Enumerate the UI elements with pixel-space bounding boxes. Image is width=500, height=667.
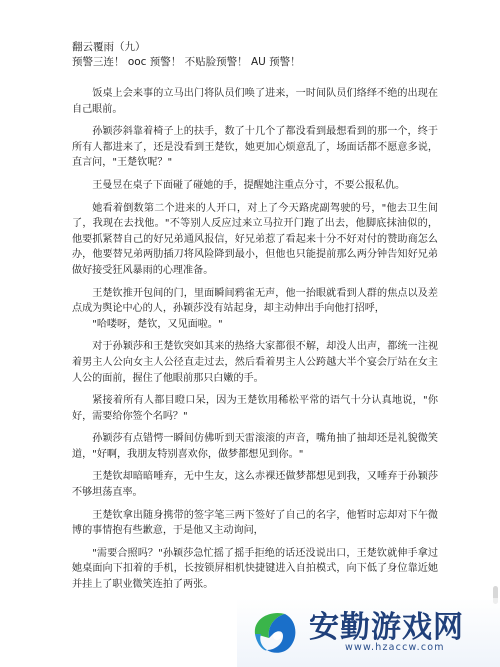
article-body xyxy=(72,40,438,600)
watermark-title: 安勤游戏网 xyxy=(309,610,464,645)
paragraph: 紧接着所有人都目瞪口呆，因为王楚钦用稀松平常的语气十分认真地说，"你好，需要给你签个名吗？" xyxy=(72,395,438,422)
warning-line: 预警三连！ ooc 预警！ 不贴脸预警！ AU 预警！ xyxy=(72,56,301,68)
paragraph: 王楚钦推开包间的门，里面瞬间鸦雀无声，他一抬眼就看到人群的焦点以及差点成为舆论中心的人，孙颖莎没有站起身，却主动伸出手向他打招呼， xyxy=(72,287,438,315)
paragraph: 饭桌上会来事的立马出门将队员们唤了进来，一时间队员们络绎不绝的出现在自己眼前。 xyxy=(72,88,438,115)
paragraph: 孙颖莎斜靠着椅子上的扶手，数了十几个了都没看到最想看到的那一个，终于所有人都进来了，还是没看到王楚钦，她更加心烦意乱了，场面话都不愿意多说，直言问，"王楚钦呢？" xyxy=(72,126,438,169)
paragraph: 王楚钦拿出随身携带的签字笔三两下签好了自己的名字，他暂时忘却对下午微博的事情抱有些歉意，于是他又主动询问， xyxy=(72,509,438,537)
paragraph: 王曼昱在桌子下面碰了碰她的手，提醒她注重点分寸，不要公报私仇。 xyxy=(92,179,406,191)
watermark-url: www.hzaccw.com xyxy=(345,642,445,653)
paragraph: 王楚钦却暗暗唾弃，无中生友，这么赤裸还做梦都想见到我，又唾弃于孙颖莎不够坦荡直率。 xyxy=(72,471,438,499)
paragraph: 她看着倒数第二个进来的人开口，对上了今天路虎副驾驶的号，"他去卫生间了，我现在去找他。"不等别人反应过来立马拉开门跑了出去，他脚底抹油似的，他要抓紧替自己的好兄弟通风报信，好兄弟惹了看起来十分不好对付的赞助商怎么办，他要替兄弟两肋插刀将风险降到最小，但他也只能提前那么两分钟告知好兄弟做好接受狂风暴雨的心理准备。 xyxy=(72,202,438,276)
paragraph: "需要合照吗？"孙颖莎急忙摇了摇手拒绝的话还没说出口，王楚钦就伸手拿过她桌面向下扣着的手机，长按锁屏相机快捷键进入自拍模式，向下低了身位靠近她并挂上了职业微笑连拍了两张。 xyxy=(72,547,438,591)
scrollbar-track[interactable] xyxy=(490,0,496,667)
paragraph: 对于孙颖莎和王楚钦突如其来的热络大家都很不解，却没人出声，都统一注视着男主人公向女主人公径直走过去，然后看着男主人公跨越大半个宴会厅站在女主人公的面前，握住了他眼前那只白嫩的手。 xyxy=(72,341,438,384)
chapter-title: 翻云覆雨（九） xyxy=(72,41,146,53)
paragraph: 孙颖莎有点错愕一瞬间仿佛听到天雷滚滚的声音，嘴角抽了抽却还是礼貌微笑道，"好啊，我朋友特别喜欢你，做梦都想见到你。" xyxy=(72,433,438,460)
site-logo-icon xyxy=(247,604,303,660)
paragraph: "哈喽呀，楚钦，又见面啦。" xyxy=(92,318,223,330)
site-watermark xyxy=(237,598,500,667)
